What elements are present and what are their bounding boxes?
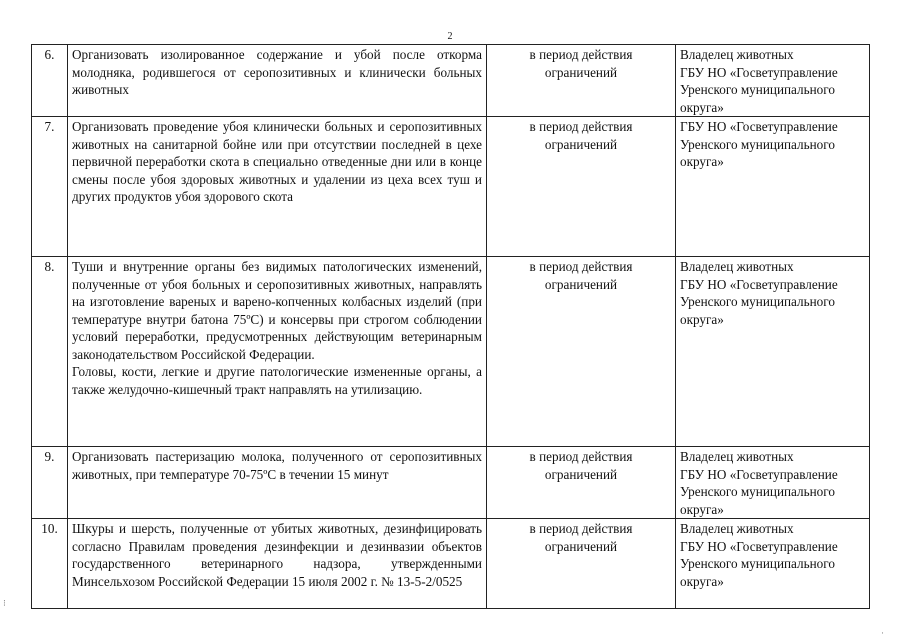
responsible-line: Владелец животных [680,449,794,464]
period-line: ограничений [544,276,618,292]
measure-text: Шкуры и шерсть, полученные от убитых животных, дезинфицировать согласно Правилам проведения дезинфекции и дезинвазии объектов государственного ветеринарного надзора, утвержденными Минсельхозом Российской Федерации 15 июля 2002 г. № 13-5-2/0525 [68,519,487,609]
responsible-line: округа» [680,573,724,589]
period-line: в период действия [529,119,633,134]
measure-text: Организовать изолированное содержание и убой после откорма молодняка, родившегося от серопозитивных и клинически больных животных [68,45,487,117]
responsible-line: Уренского муниципального [680,82,835,97]
measure-text-extra: Головы, кости, легкие и другие патологические измененные органы, а также желудочно-кишечный тракт направлять на утилизацию. [72,364,482,397]
measure-text: Организовать проведение убоя клинически больных и серопозитивных животных на санитарной бойне или при отсутствии последней в цехе первичной переработки скота в специально отведенные дни или в конце смены после убоя здоровых животных и удалении из цеха всех туш и других продуктов убоя здорового скота [68,117,487,257]
table-row [32,117,870,257]
table-row [32,447,870,519]
responsible-cell [676,117,870,257]
period-line: в период действия [529,47,633,62]
period-line: ограничений [544,64,618,80]
responsible-line: Владелец животных [680,521,794,536]
responsible-line: ГБУ НО «Госветуправление [680,119,838,134]
responsible-line: округа» [680,154,724,169]
responsible-cell [676,257,870,447]
responsible-line: ГБУ НО «Госветуправление [680,276,838,292]
responsible-cell [676,45,870,117]
measure-text: Туши и внутренние органы без видимых патологических изменений, полученные от убоя больных и серопозитивных животных, направлять на изготовление вареных и варено-копченных колбасных изделий (при температуре внутри батона 75ºС) и консервы при строгом соблюдении условий переработки, предусмотренных действующим ветеринарным законодательством Российской Федерации. [72,259,482,362]
responsible-line: Уренского муниципального [680,136,835,152]
table-row [32,257,870,447]
row-number: 8. [32,257,68,447]
scan-artifact: · [881,628,884,638]
responsible-line: Владелец животных [680,259,794,274]
responsible-line: округа» [680,311,724,327]
responsible-line: Уренского муниципального [680,556,835,571]
period-cell [487,117,676,257]
responsible-line: ГБУ НО «Госветуправление [680,466,838,482]
period-line: в период действия [529,259,633,274]
row-number: 7. [32,117,68,257]
measure-text: Организовать пастеризацию молока, полученного от серопозитивных животных, при температуре 70-75ºС в течении 15 минут [68,447,487,519]
period-line: ограничений [544,136,618,152]
row-number: 10. [32,519,68,609]
table-row [32,519,870,609]
responsible-line: Уренского муниципального [680,294,835,309]
responsible-cell [676,447,870,519]
responsible-line: ГБУ НО «Госветуправление [680,64,838,80]
period-cell [487,257,676,447]
responsible-line: Владелец животных [680,47,794,62]
responsible-line: ГБУ НО «Госветуправление [680,538,838,554]
period-line: в период действия [529,449,633,464]
responsible-cell [676,519,870,609]
scan-artifact: ⁝ [3,598,6,608]
period-cell [487,447,676,519]
measures-table [31,44,870,609]
measure-cell [68,257,487,447]
page-number: 2 [447,31,453,42]
period-cell [487,519,676,609]
responsible-line: округа» [680,99,724,115]
responsible-line: округа» [680,501,724,517]
row-number: 6. [32,45,68,117]
responsible-line: Уренского муниципального [680,484,835,499]
period-cell [487,45,676,117]
table-row [32,45,870,117]
period-line: в период действия [529,521,633,536]
period-line: ограничений [544,466,618,482]
row-number: 9. [32,447,68,519]
period-line: ограничений [544,538,618,554]
